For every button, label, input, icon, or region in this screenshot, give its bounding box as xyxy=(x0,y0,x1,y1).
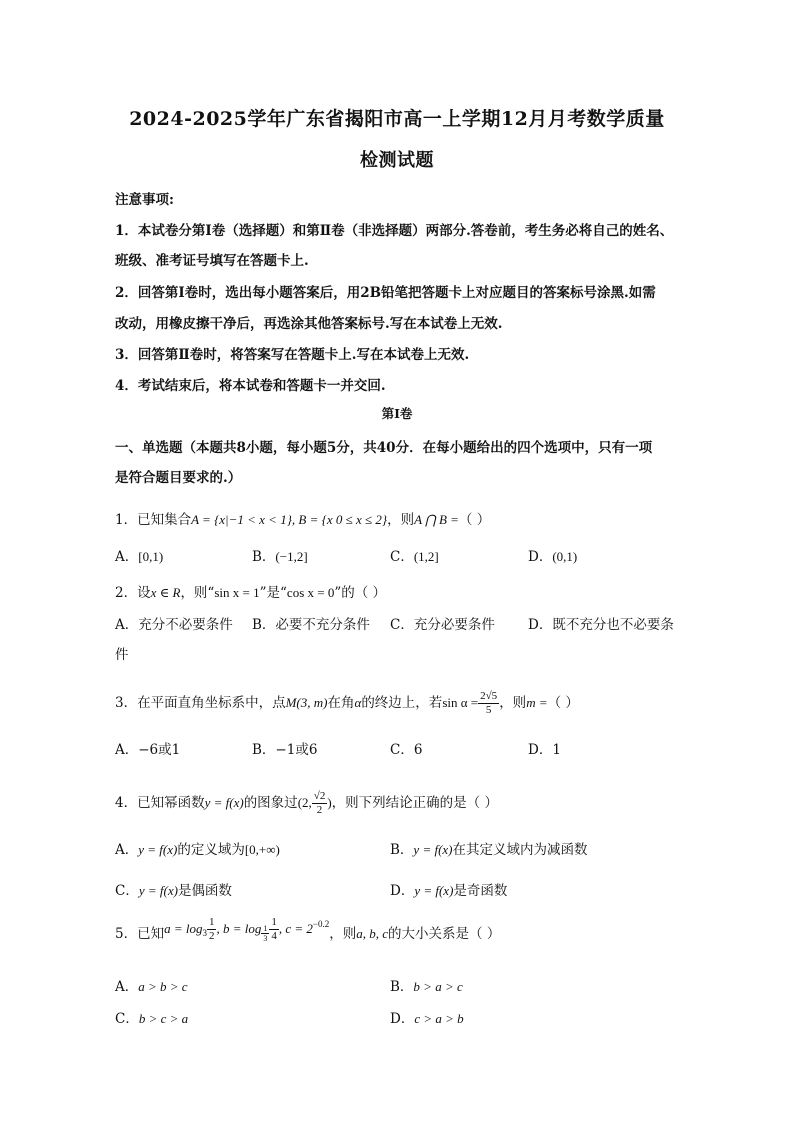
q3-prefix: 3．在平面直角坐标系中，点 xyxy=(115,695,286,711)
q4-option-d[interactable] xyxy=(390,879,507,899)
option-label: B． xyxy=(252,549,276,565)
option-value: (0,1) xyxy=(552,549,578,564)
option-value: −6或1 xyxy=(138,742,181,758)
q1-option-d[interactable] xyxy=(528,545,577,565)
option-text: 是偶函数 xyxy=(177,883,232,899)
q3-option-b[interactable] xyxy=(252,738,317,758)
fraction-denominator: 3 xyxy=(263,934,268,943)
q4-function: y = f(x) xyxy=(204,795,244,810)
q5-a-lhs: a = log xyxy=(164,921,203,936)
q4-point-close: ) xyxy=(327,795,332,810)
q3-option-c[interactable] xyxy=(390,738,422,758)
option-value: [0,1) xyxy=(138,549,164,564)
option-value: b > a > c xyxy=(413,979,463,994)
q2-prefix: 2．设 xyxy=(115,585,151,601)
option-label: B． xyxy=(252,742,276,758)
fraction-numerator: 1 xyxy=(208,916,215,928)
notice-line: 改动，用橡皮擦干净后，再选涂其他答案标号.写在本试卷上无效. xyxy=(115,316,503,332)
option-value: a > b > c xyxy=(138,979,188,994)
option-label: A． xyxy=(115,742,139,758)
option-value: c > a > b xyxy=(414,1011,464,1026)
q4-option-a[interactable] xyxy=(115,838,280,858)
option-text: 在其定义域内为减函数 xyxy=(452,842,588,858)
exam-title-line1: 2024-2025学年广东省揭阳市高一上学期12月月考数学质量 xyxy=(129,108,665,130)
option-function: y = f(x) xyxy=(414,883,454,898)
option-label: A． xyxy=(115,842,139,858)
question-1 xyxy=(115,508,490,528)
option-text: 是奇函数 xyxy=(453,883,508,899)
q4-point-open: (2, xyxy=(297,795,312,810)
q3-bracket: （ ） xyxy=(547,695,579,711)
q2-option-d-wrap: 件 xyxy=(115,647,129,663)
q2-option-a[interactable] xyxy=(115,613,233,633)
option-label: B． xyxy=(390,842,414,858)
q2-option-d[interactable] xyxy=(528,613,674,633)
option-value: 1 xyxy=(552,742,561,758)
q1-option-c[interactable] xyxy=(390,545,439,565)
q5-variables: a, b, c xyxy=(356,926,389,941)
fraction-numerator: 1 xyxy=(263,924,268,933)
q1-suffix: ，则 xyxy=(387,512,415,528)
notice-line: 4．考试结束后，将本试卷和答题卡一并交回. xyxy=(115,378,386,394)
q5-b-fraction xyxy=(269,916,279,943)
q1-option-a[interactable] xyxy=(115,545,163,565)
question-2 xyxy=(115,581,386,601)
option-label: C． xyxy=(390,742,414,758)
q2-text: ，则“ xyxy=(180,585,215,601)
q5-text: ，则 xyxy=(329,926,357,942)
q2-option-c[interactable] xyxy=(390,613,495,633)
q5-option-c[interactable] xyxy=(115,1007,188,1027)
q3-angle: α xyxy=(354,695,362,710)
fraction-denominator: 2 xyxy=(208,930,215,942)
question-5 xyxy=(115,916,501,944)
exam-title-line2: 检测试题 xyxy=(360,150,434,171)
option-extra: [0,+∞) xyxy=(244,842,280,857)
q5-a-base: 3 xyxy=(202,928,207,938)
q4-suffix: ，则下列结论正确的是（ ） xyxy=(331,795,498,811)
option-label: B． xyxy=(390,979,414,995)
q3-point: M(3, m) xyxy=(285,695,328,710)
q4-point-fraction xyxy=(312,790,328,817)
q3-sin-fraction xyxy=(478,690,499,717)
fraction-denominator: 2 xyxy=(316,804,323,816)
option-label: A． xyxy=(115,617,139,633)
q3-option-d[interactable] xyxy=(528,738,561,758)
option-label: C． xyxy=(390,549,414,565)
q3-option-a[interactable] xyxy=(115,738,180,758)
option-value: −1或6 xyxy=(275,742,318,758)
q2-option-b[interactable] xyxy=(252,613,370,633)
q5-tail xyxy=(329,922,500,944)
option-text: 的定义域为 xyxy=(177,842,245,858)
option-value: 充分必要条件 xyxy=(413,617,495,633)
option-label: C． xyxy=(115,883,139,899)
fraction-denominator: 5 xyxy=(485,704,492,716)
notice-line: 2．回答第Ⅰ卷时，选出每小题答案后，用2B铅笔把答题卡上对应题目的答案标号涂黑.如需 xyxy=(115,285,656,301)
notice-line: 1．本试卷分第Ⅰ卷（选择题）和第Ⅱ卷（非选择题）两部分.答卷前，考生务必将自己的姓名、 xyxy=(115,223,674,239)
q2-condition: x ∈ R xyxy=(150,585,181,600)
q4-text: 的图象过 xyxy=(243,795,298,811)
q1-bracket: （ ） xyxy=(458,512,491,528)
q1-expression: A ⋂ B = xyxy=(414,512,459,527)
question-3 xyxy=(115,690,579,717)
fraction-numerator: √2 xyxy=(313,790,326,802)
q1-prefix: 1．已知集合 xyxy=(115,512,192,528)
option-label: C． xyxy=(390,617,414,633)
q4-option-b[interactable] xyxy=(390,838,588,858)
q5-suffix: 的大小关系是（ ） xyxy=(388,926,501,942)
option-function: y = f(x) xyxy=(413,842,453,857)
option-function: y = f(x) xyxy=(138,842,178,857)
option-label: D． xyxy=(528,742,553,758)
option-value: 充分不必要条件 xyxy=(138,617,233,633)
option-value: 6 xyxy=(413,742,423,758)
q5-formula xyxy=(164,916,329,943)
option-value: b > c > a xyxy=(138,1011,189,1026)
q5-c-exponent: −0.2 xyxy=(312,919,330,929)
option-label: C． xyxy=(115,1011,139,1027)
q2-q: cos x = 0 xyxy=(286,585,335,600)
notice-line: 班级、准考证号填写在答题卡上. xyxy=(115,253,309,269)
option-label: D． xyxy=(528,617,553,633)
q3-suffix: ，则 xyxy=(499,695,527,711)
q5-option-b[interactable] xyxy=(390,975,463,995)
q5-option-a[interactable] xyxy=(115,975,188,995)
section-heading: 一、单选题（本题共8小题，每小题5分，共40分．在每小题给出的四个选项中，只有一项 xyxy=(115,440,653,456)
option-label: A． xyxy=(115,549,139,565)
q2-p: sin x = 1 xyxy=(214,585,260,600)
q5-b-lhs: , b = log xyxy=(216,921,262,936)
fraction-numerator: 1 xyxy=(271,916,277,928)
q5-prefix: 5．已知 xyxy=(115,926,165,942)
fraction-denominator: 4 xyxy=(271,930,277,942)
q2-text: ”是“ xyxy=(259,585,287,601)
q4-option-c[interactable] xyxy=(115,879,232,899)
q5-option-d[interactable] xyxy=(390,1007,464,1027)
section-heading-cont: 是符合题目要求的.） xyxy=(115,470,242,486)
q1-option-b[interactable] xyxy=(252,545,308,565)
q1-set-b: , B = {x 0 ≤ x ≤ 2} xyxy=(291,512,388,527)
q5-b-base xyxy=(261,924,269,943)
option-value: 必要不充分条件 xyxy=(275,617,370,633)
option-label: D． xyxy=(390,1011,415,1027)
option-function: y = f(x) xyxy=(138,883,178,898)
q2-suffix: ”的（ ） xyxy=(334,585,387,601)
fraction-numerator: 2√5 xyxy=(480,690,498,702)
option-label: D． xyxy=(390,883,415,899)
notice-heading: 注意事项: xyxy=(115,192,174,208)
q3-text: 在角 xyxy=(327,695,355,711)
part-label: 第Ⅰ卷 xyxy=(381,406,413,421)
q1-set-a: A = {x|−1 < x < 1} xyxy=(191,512,292,527)
q3-text: 的终边上，若 xyxy=(361,695,443,711)
q5-c-lhs: , c = 2 xyxy=(278,921,313,936)
q4-prefix: 4．已知幂函数 xyxy=(115,795,205,811)
option-value: 既不充分也不必要条 xyxy=(552,617,674,633)
option-value: (−1,2] xyxy=(275,549,308,564)
question-4 xyxy=(115,790,498,817)
option-label: D． xyxy=(528,549,553,565)
notice-line: 3．回答第Ⅱ卷时，将答案写在答题卡上.写在本试卷上无效. xyxy=(115,347,470,363)
option-label: A． xyxy=(115,979,139,995)
option-value: (1,2] xyxy=(413,549,439,564)
option-label: B． xyxy=(252,617,276,633)
q3-variable: m = xyxy=(526,695,548,710)
q3-sin-lhs: sin α = xyxy=(442,695,479,710)
